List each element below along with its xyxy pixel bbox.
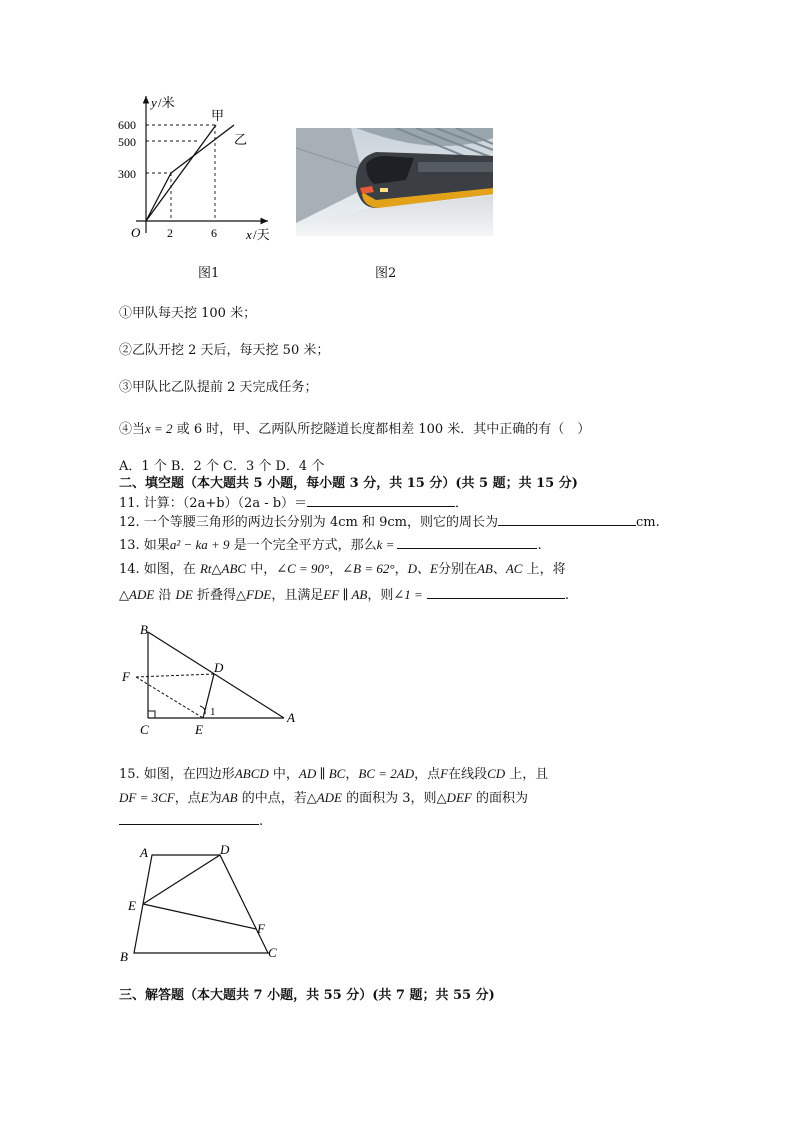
label-A: A <box>287 710 295 725</box>
label-jia: 甲 <box>211 108 225 123</box>
label-D: D <box>214 660 224 675</box>
label-E: E <box>128 898 136 913</box>
math-a2-ka-9: a² − ka + 9 <box>169 537 230 552</box>
xtick-2: 2 <box>167 226 173 240</box>
label-F: F <box>257 921 265 936</box>
statement-1: ①甲队每天挖 100 米； <box>119 306 257 321</box>
section-2-heading: 二、填空题（本大题共 5 小题，每小题 3 分，共 15 分）(共 5 题；共 15 分) <box>119 476 578 491</box>
figure-2-caption: 图2 <box>375 266 397 281</box>
q15-answer-blank[interactable] <box>119 812 259 825</box>
label-angle-1: 1 <box>210 706 216 718</box>
figure-2-train-photo <box>296 128 493 236</box>
ytick-600: 600 <box>118 118 136 132</box>
section-3-heading: 三、解答题（本大题共 7 小题，共 55 分）(共 7 题；共 55 分) <box>119 988 495 1003</box>
q12-answer-blank[interactable] <box>498 513 636 526</box>
y-axis-unit: /米 <box>158 95 175 110</box>
q13-answer-blank[interactable] <box>397 536 537 549</box>
math-x-eq-2: x = 2 <box>145 421 173 436</box>
label-A: A <box>140 845 148 860</box>
label-B: B <box>120 949 128 964</box>
y-axis-var: y <box>151 95 157 110</box>
x-axis-unit: /天 <box>253 227 270 242</box>
label-C: C <box>140 722 149 737</box>
question-15-line-2: DF = 3CF，点E为AB 的中点，若△ADE 的面积为 3，则△DEF 的面积为 <box>119 790 528 806</box>
question-15-line-3: . <box>119 812 263 830</box>
q11-answer-blank[interactable] <box>307 494 455 507</box>
answer-options: A．1 个 B．2 个 C．3 个 D．4 个 <box>119 459 325 474</box>
ytick-300: 300 <box>118 167 136 181</box>
question-13: 13. 如果a² − ka + 9 是一个完全平方式，那么k = . <box>119 537 542 553</box>
statement-4: ④当x = 2 或 6 时，甲、乙两队所挖隧道长度都相差 100 米．其中正确的有（ ） <box>119 421 591 437</box>
question-14-line-2: △ADE 沿 DE 折叠得△FDE，且满足EF ∥ AB，则∠1 = . <box>119 587 569 603</box>
figure-q15-quadrilateral <box>116 840 296 970</box>
question-11: 11. 计算：（2a+b）（2a - b）＝ ． <box>119 496 469 511</box>
label-yi: 乙 <box>234 132 248 147</box>
statement-2: ②乙队开挖 2 天后，每天挖 50 米； <box>119 343 330 358</box>
ytick-500: 500 <box>118 135 136 149</box>
figure-1-graph <box>118 88 288 248</box>
question-15-line-1: 15. 如图，在四边形ABCD 中，AD ∥ BC，BC = 2AD，点F在线段CD 上，且 <box>119 766 549 782</box>
question-12: 12. 一个等腰三角形的两边长分别为 4cm 和 9cm，则它的周长为 cm. <box>119 515 660 530</box>
question-14-line-1: 14. 如图，在 Rt△ABC 中，∠C = 90°，∠B = 62°，D、E分别在AB、AC 上，将 <box>119 561 566 577</box>
label-D: D <box>220 842 230 857</box>
figure-q14-triangle <box>116 618 306 740</box>
label-B: B <box>140 622 148 637</box>
q14-answer-blank[interactable] <box>427 586 565 599</box>
statement-3: ③甲队比乙队提前 2 天完成任务； <box>119 380 318 395</box>
x-axis-var: x <box>246 227 252 242</box>
figure-1-caption: 图1 <box>198 266 220 281</box>
label-E: E <box>195 722 203 737</box>
origin-label: O <box>131 225 141 240</box>
label-C: C <box>268 945 277 960</box>
line-jia <box>146 125 216 221</box>
xtick-6: 6 <box>211 226 217 240</box>
label-F: F <box>122 669 130 684</box>
math-k-eq: k = <box>376 537 395 552</box>
